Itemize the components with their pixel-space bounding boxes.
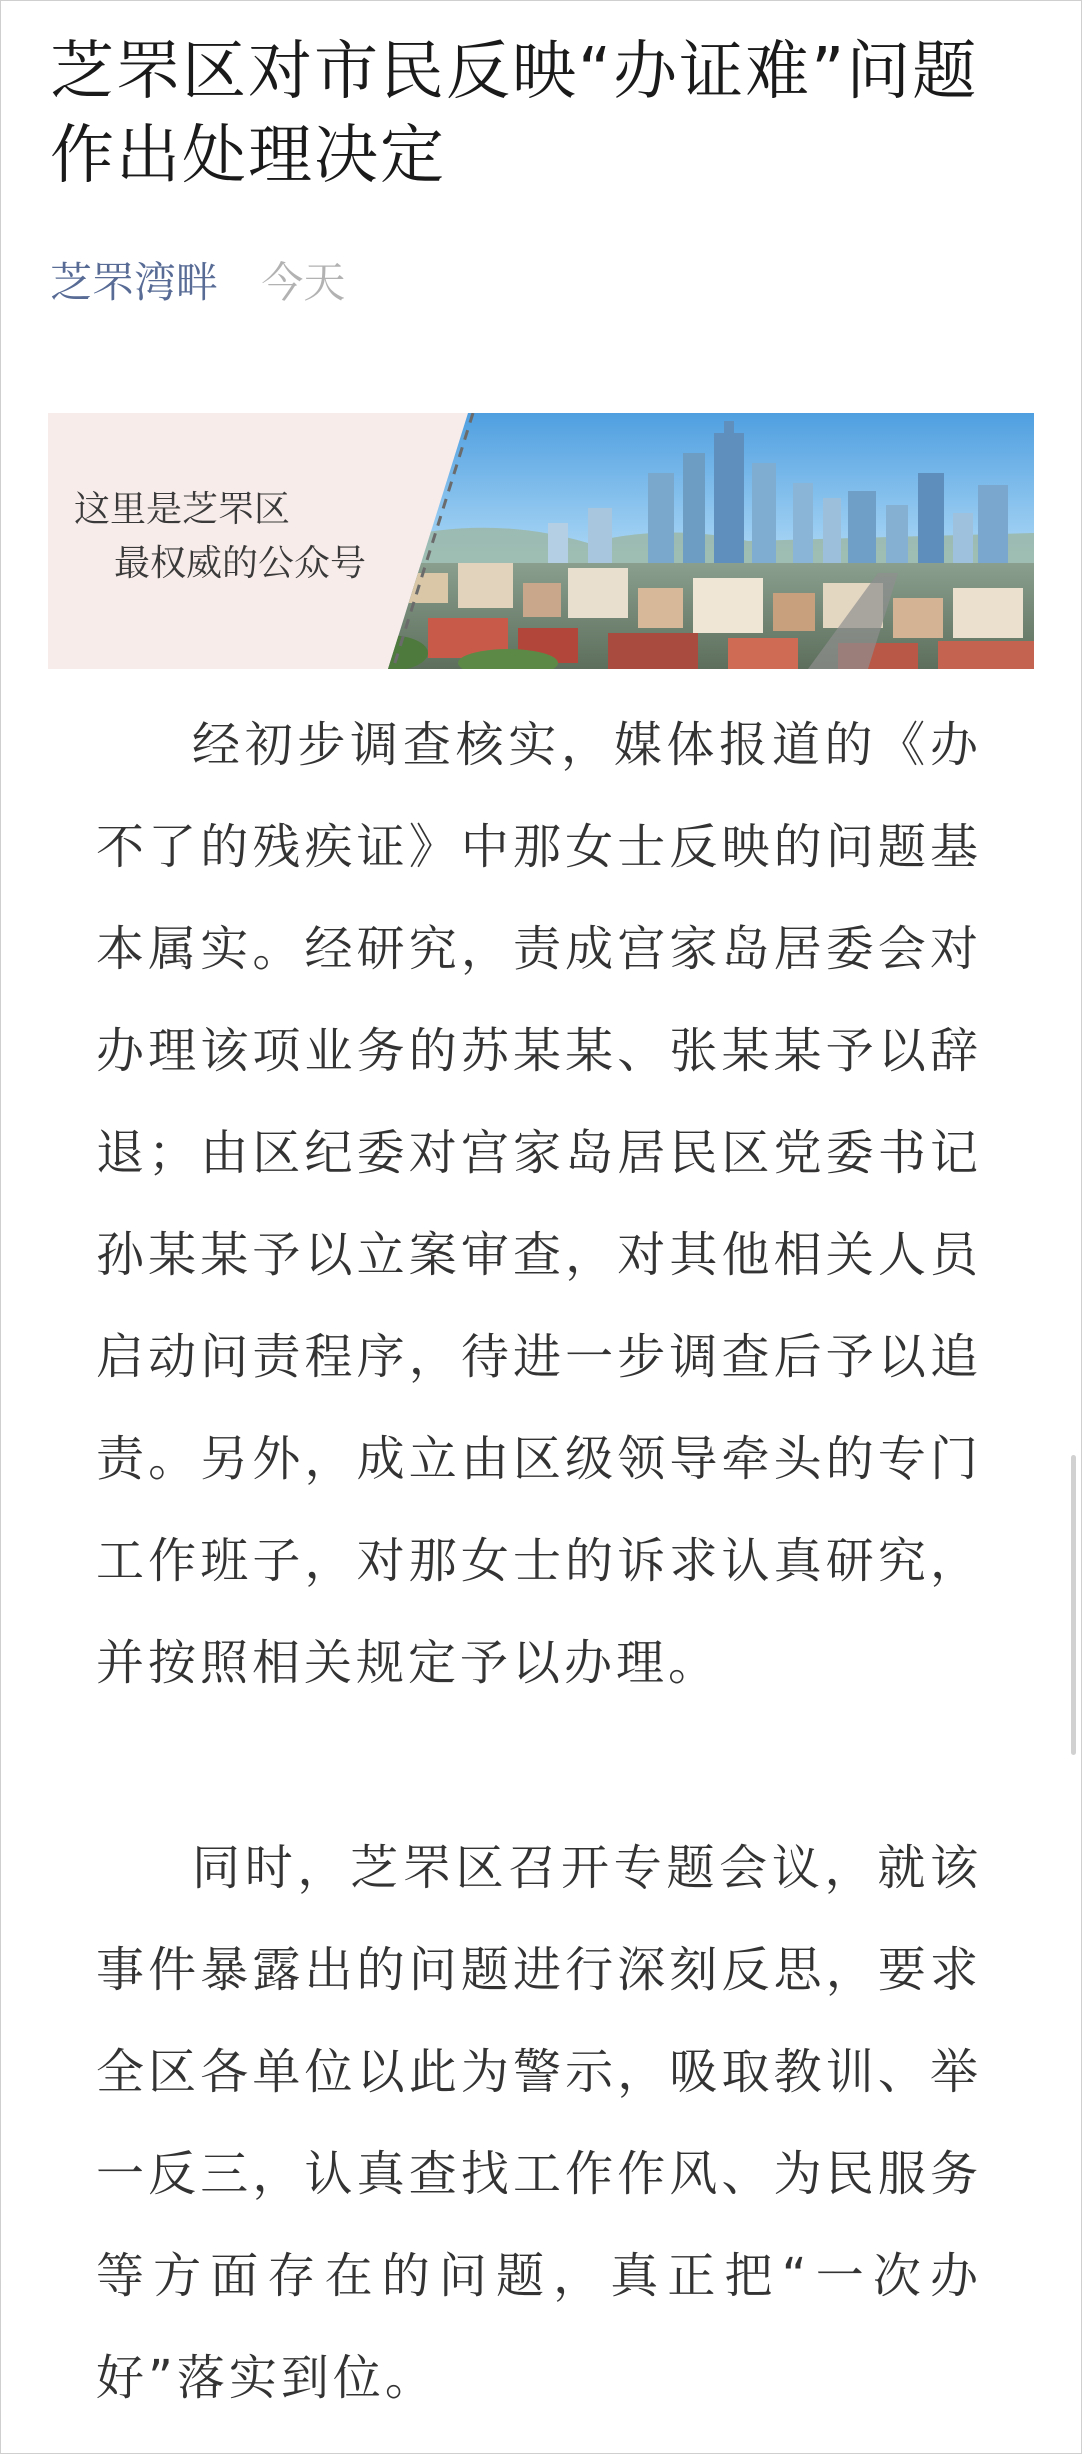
article-meta xyxy=(50,255,345,311)
article-paragraph-1: 经初步调查核实，媒体报道的《办不了的残疾证》中那女士反映的问题基本属实。经研究，责成宫家岛居委会对办理该项业务的苏某某、张某某予以辞退；由区纪委对宫家岛居民区党委书记孙某某予以立案审查，对其他相关人员启动问责程序，待进一步调查后予以追责。另外，成立由区级领导牵头的专门工作班子，对那女士的诉求认真研究，并按照相关规定予以办理。 xyxy=(96,717,982,1691)
banner-line2: 最权威的公众号 xyxy=(114,543,367,584)
account-name-link[interactable]: 芝罘湾畔 xyxy=(50,258,219,307)
scrollbar[interactable] xyxy=(1071,1455,1076,1755)
article-paragraph-2: 同时，芝罘区召开专题会议，就该事件暴露出的问题进行深刻反思，要求全区各单位以此为警示，吸取教训、举一反三，认真查找工作作风、为民服务等方面存在的问题，真正把“一次办好”落实到位。 xyxy=(96,1840,982,2406)
banner-image xyxy=(48,413,1034,669)
banner-line1: 这里是芝罘区 xyxy=(74,489,291,530)
publish-time: 今天 xyxy=(261,258,346,307)
banner-graphic xyxy=(48,413,1034,669)
article-title: 芝罘区对市民反映“办证难”问题作出处理决定 xyxy=(50,35,979,193)
